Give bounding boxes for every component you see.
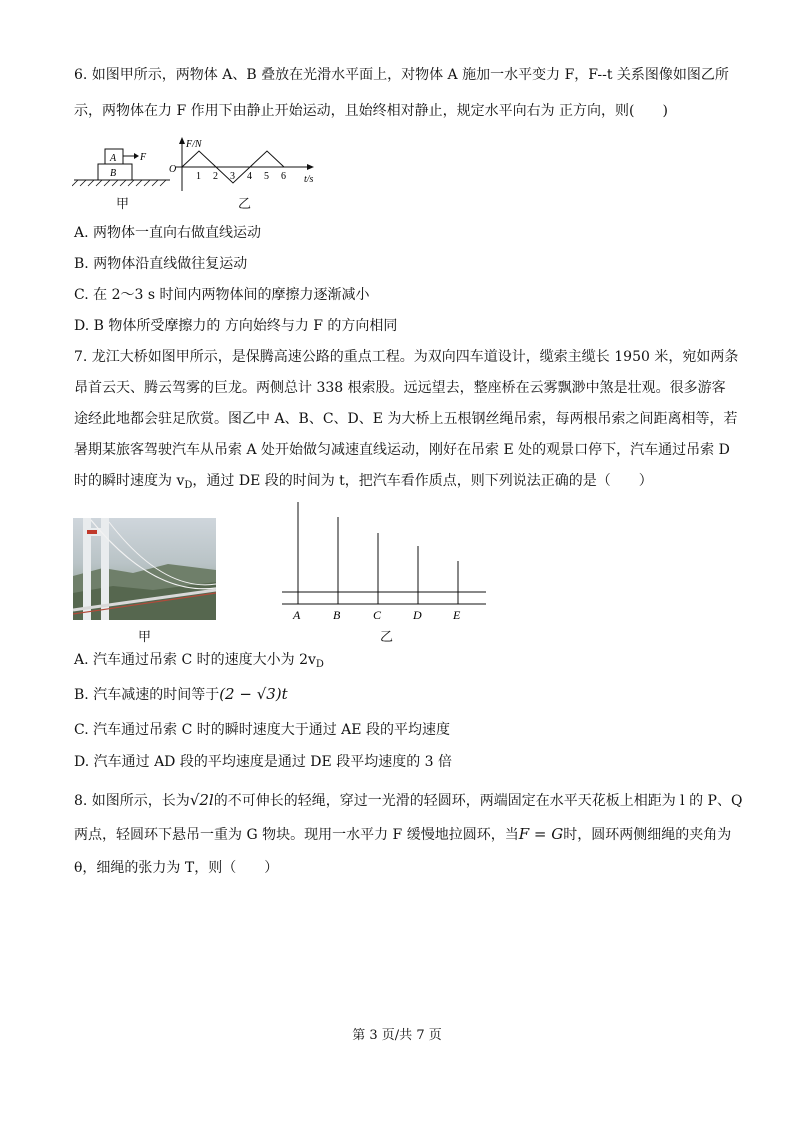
tick-label-1: 1 [196,171,201,182]
cable-label-C: C [373,608,382,622]
q7-stem-line2: 昂首云天、腾云驾雾的巨龙。两侧总计 338 根索股。远远望去，整座桥在云雾飘渺中煞是壮观。很多游客 [74,380,726,396]
q6-stem-line2: 示，两物体在力 F 作用下由静止开始运动，且始终相对静止，规定水平向右为 正方向，则( ) [74,103,668,119]
tick-label-2: 2 [213,171,218,182]
q7-stem-line1: 7. 龙江大桥如图甲所示，是保腾高速公路的重点工程。为双向四车道设计，缆索主缆长 1950 米，宛如两条 [74,349,739,365]
q6-option-a: A. 两物体一直向右做直线运动 [74,225,262,241]
block-b-label: B [110,168,117,179]
y-axis-label: F/N [186,139,202,150]
q6-fig-right-caption: 乙 [238,197,252,212]
q7-option-b: B. 汽车减速的时间等于(2 − √3)t [74,685,288,703]
q8-line2: 两点，轻圆环下悬吊一重为 G 物块。现用一水平力 F 缓慢地拉圆环，当F = G时，圆环两侧细绳的夹角为 [74,825,732,843]
q7-fig-left-caption: 甲 [138,630,152,645]
q6-option-d: D. B 物体所受摩擦力的 方向始终与力 F 的方向相同 [74,318,398,334]
q7-cables-figure [280,500,490,625]
force-label: F [140,152,147,163]
q6-stem-line1: 6. 如图甲所示，两物体 A、B 叠放在光滑水平面上，对物体 A 施加一水平变力 F，F--t 关系图像如图乙所 [74,67,729,83]
cable-label-A: A [293,608,301,622]
origin-label: O [169,164,177,175]
cable-label-D: D [413,608,422,622]
q6-fig-left-caption: 甲 [116,197,130,212]
q8-line3: θ，细绳的张力为 T，则（ ） [74,860,279,876]
tick-label-4: 4 [247,171,252,182]
tick-label-3: 3 [230,171,235,182]
tick-label-6: 6 [281,171,286,182]
q7-stem-line4: 暑期某旅客驾驶汽车从吊索 A 处开始做匀减速直线运动，刚好在吊索 E 处的观景口停下，汽车通过吊索 D [74,442,730,458]
q6-ft-graph [166,136,326,194]
q6-option-c: C. 在 2～3 s 时间内两物体间的摩擦力逐渐减小 [74,287,370,303]
x-axis-label: t/s [304,174,314,185]
q8-line1: 8. 如图所示，长为√2l的不可伸长的轻绳，穿过一光滑的轻圆环，两端固定在水平天花板上相距为 l 的 P、Q [74,791,743,809]
q7-option-a: A. 汽车通过吊索 C 时的速度大小为 $2v_D$ [74,652,324,670]
q7-stem-line3: 途经此地都会驻足欣赏。图乙中 A、B、C、D、E 为大桥上五根钢丝绳吊索，每两根吊索之间距离相等，若 [74,411,738,427]
q7-option-c: C. 汽车通过吊索 C 时的瞬时速度大于通过 AE 段的平均速度 [74,722,450,738]
bridge-photo [73,518,216,620]
cable-label-E: E [453,608,461,622]
q7-stem-line5: 时的瞬时速度为 $v_D$，通过 DE 段的时间为 t，把汽车看作质点，则下列说法正确的是（ ） [74,473,653,491]
cable-label-B: B [333,608,341,622]
q7-option-d: D. 汽车通过 AD 段的平均速度是通过 DE 段平均速度的 3 倍 [74,754,453,770]
block-a-label: A [110,153,117,164]
q7-fig-right-caption: 乙 [380,630,394,645]
tick-label-5: 5 [264,171,269,182]
q6-option-b: B. 两物体沿直线做往复运动 [74,256,248,272]
page-footer: 第 3 页/共 7 页 [352,1028,442,1043]
